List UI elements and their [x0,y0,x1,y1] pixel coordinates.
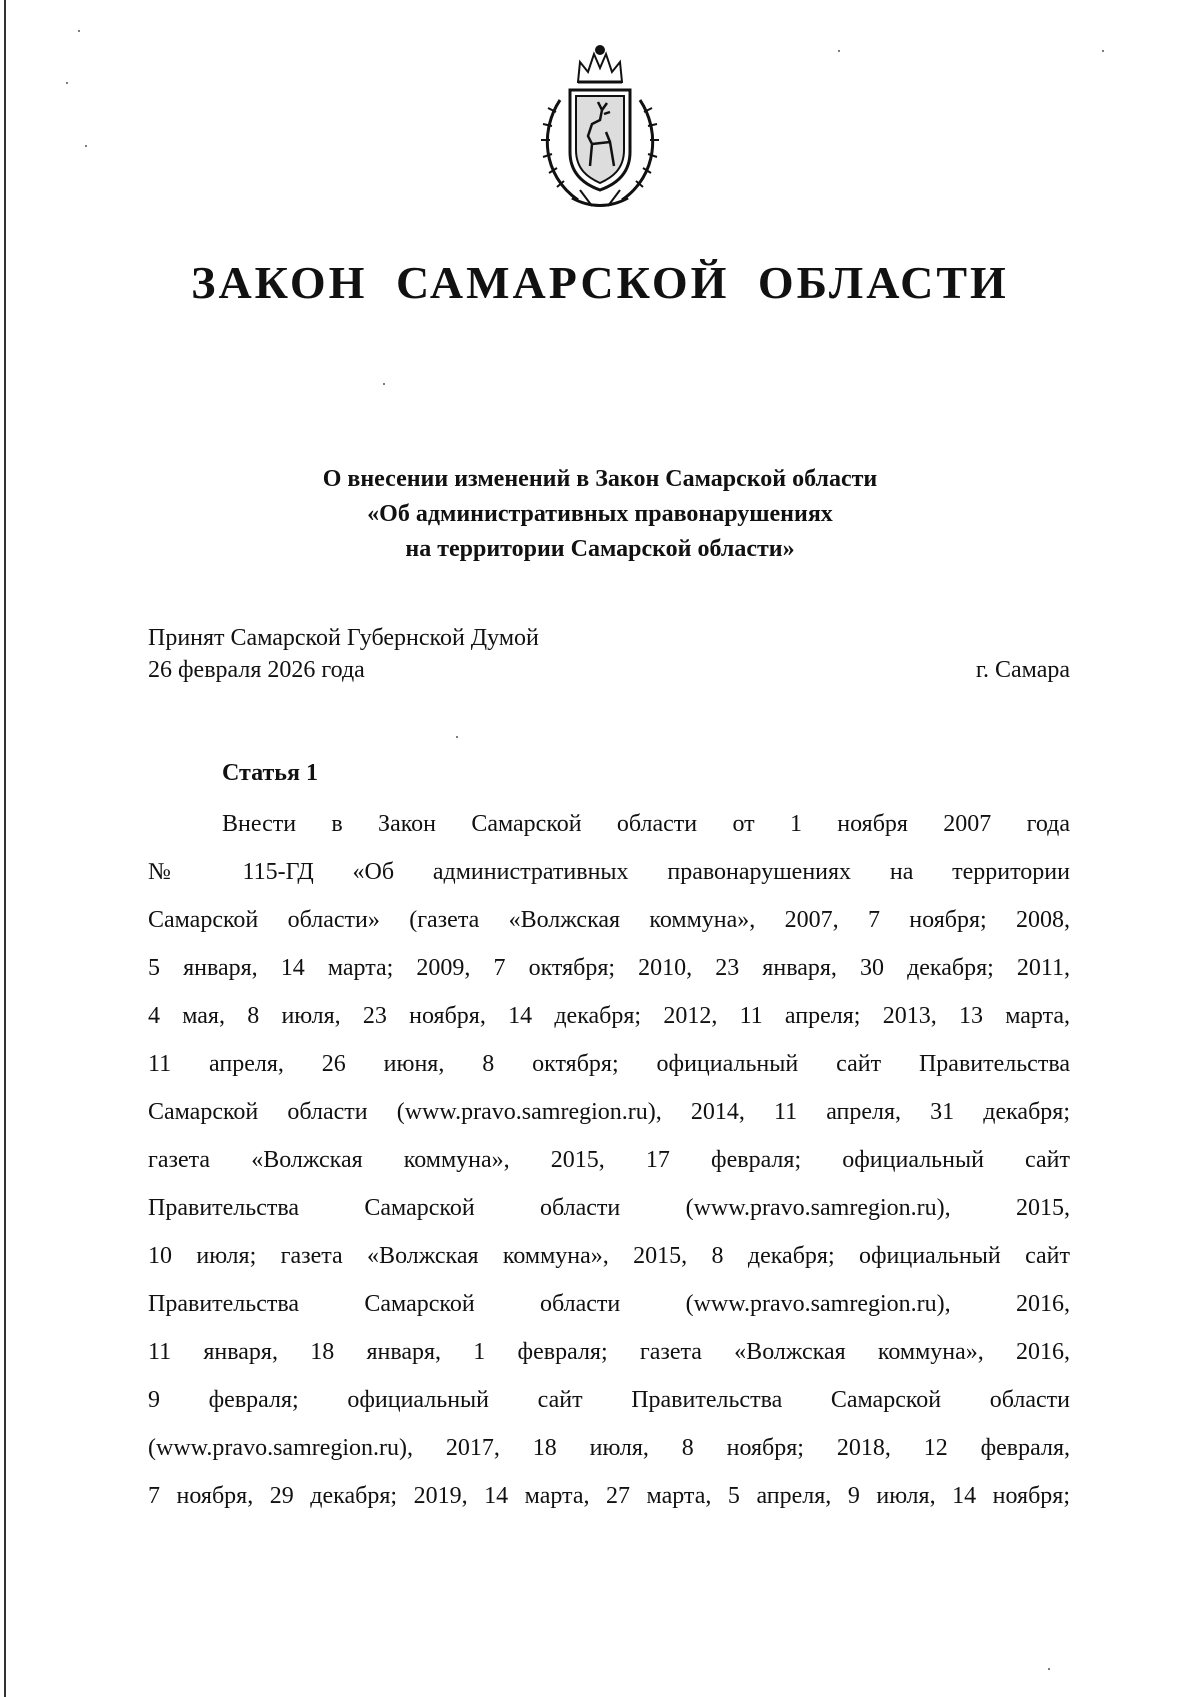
scan-speck [1102,50,1104,52]
scan-speck [85,145,87,147]
body-line: Правительства Самарской области (www.pravo.samregion.ru), 2015, [148,1195,1070,1221]
article-body [148,804,1070,1524]
body-line: 11 апреля, 26 июня, 8 октября; официальный сайт Правительства [148,1051,1070,1077]
law-title: ЗАКОН САМАРСКОЙ ОБЛАСТИ [191,257,1009,308]
scan-speck [1048,1668,1050,1670]
body-line: 7 ноября, 29 декабря; 2019, 14 марта, 27 марта, 5 апреля, 9 июля, 14 ноября; [148,1483,1070,1509]
scan-speck [383,383,385,385]
body-line: 5 января, 14 марта; 2009, 7 октября; 2010, 23 января, 30 декабря; 2011, [148,955,1070,981]
body-line: 9 февраля; официальный сайт Правительства Самарской области [148,1387,1070,1413]
city: г. Самара [975,657,1070,683]
scan-speck [78,30,80,32]
scan-speck [456,736,458,738]
body-line: Правительства Самарской области (www.pravo.samregion.ru), 2016, [148,1291,1070,1317]
body-line: 4 мая, 8 июля, 23 ноября, 14 декабря; 2012, 11 апреля; 2013, 13 марта, [148,1003,1070,1029]
body-line: 11 января, 18 января, 1 февраля; газета «Волжская коммуна», 2016, [148,1339,1070,1365]
body-line: Самарской области» (газета «Волжская коммуна», 2007, 7 ноября; 2008, [148,907,1070,933]
body-line: газета «Волжская коммуна», 2015, 17 февраля; официальный сайт [148,1147,1070,1173]
subject-line: «Об административных правонарушениях [367,501,833,527]
scan-speck [838,50,840,52]
body-line: 10 июля; газета «Волжская коммуна», 2015, 8 декабря; официальный сайт [148,1243,1070,1269]
adopted-by: Принят Самарской Губернской Думой [148,625,539,651]
body-line: (www.pravo.samregion.ru), 2017, 18 июля, 8 ноября; 2018, 12 февраля, [148,1435,1070,1461]
law-subject [150,462,1050,567]
adoption-date: 26 февраля 2026 года [148,657,365,683]
subject-line: на территории Самарской области» [405,536,795,562]
body-line: Самарской области (www.pravo.samregion.ru), 2014, 11 апреля, 31 декабря; [148,1099,1070,1125]
subject-line: О внесении изменений в Закон Самарской области [322,466,878,492]
coat-of-arms-emblem [530,40,670,215]
scan-speck [66,82,68,84]
body-line: № 115-ГД «Об административных правонарушениях на территории [148,859,1070,885]
adoption-info [148,622,539,686]
scan-edge-line [4,0,6,1697]
body-line: Внести в Закон Самарской области от 1 ноября 2007 года [222,811,1070,837]
article-heading: Статья 1 [222,760,318,786]
